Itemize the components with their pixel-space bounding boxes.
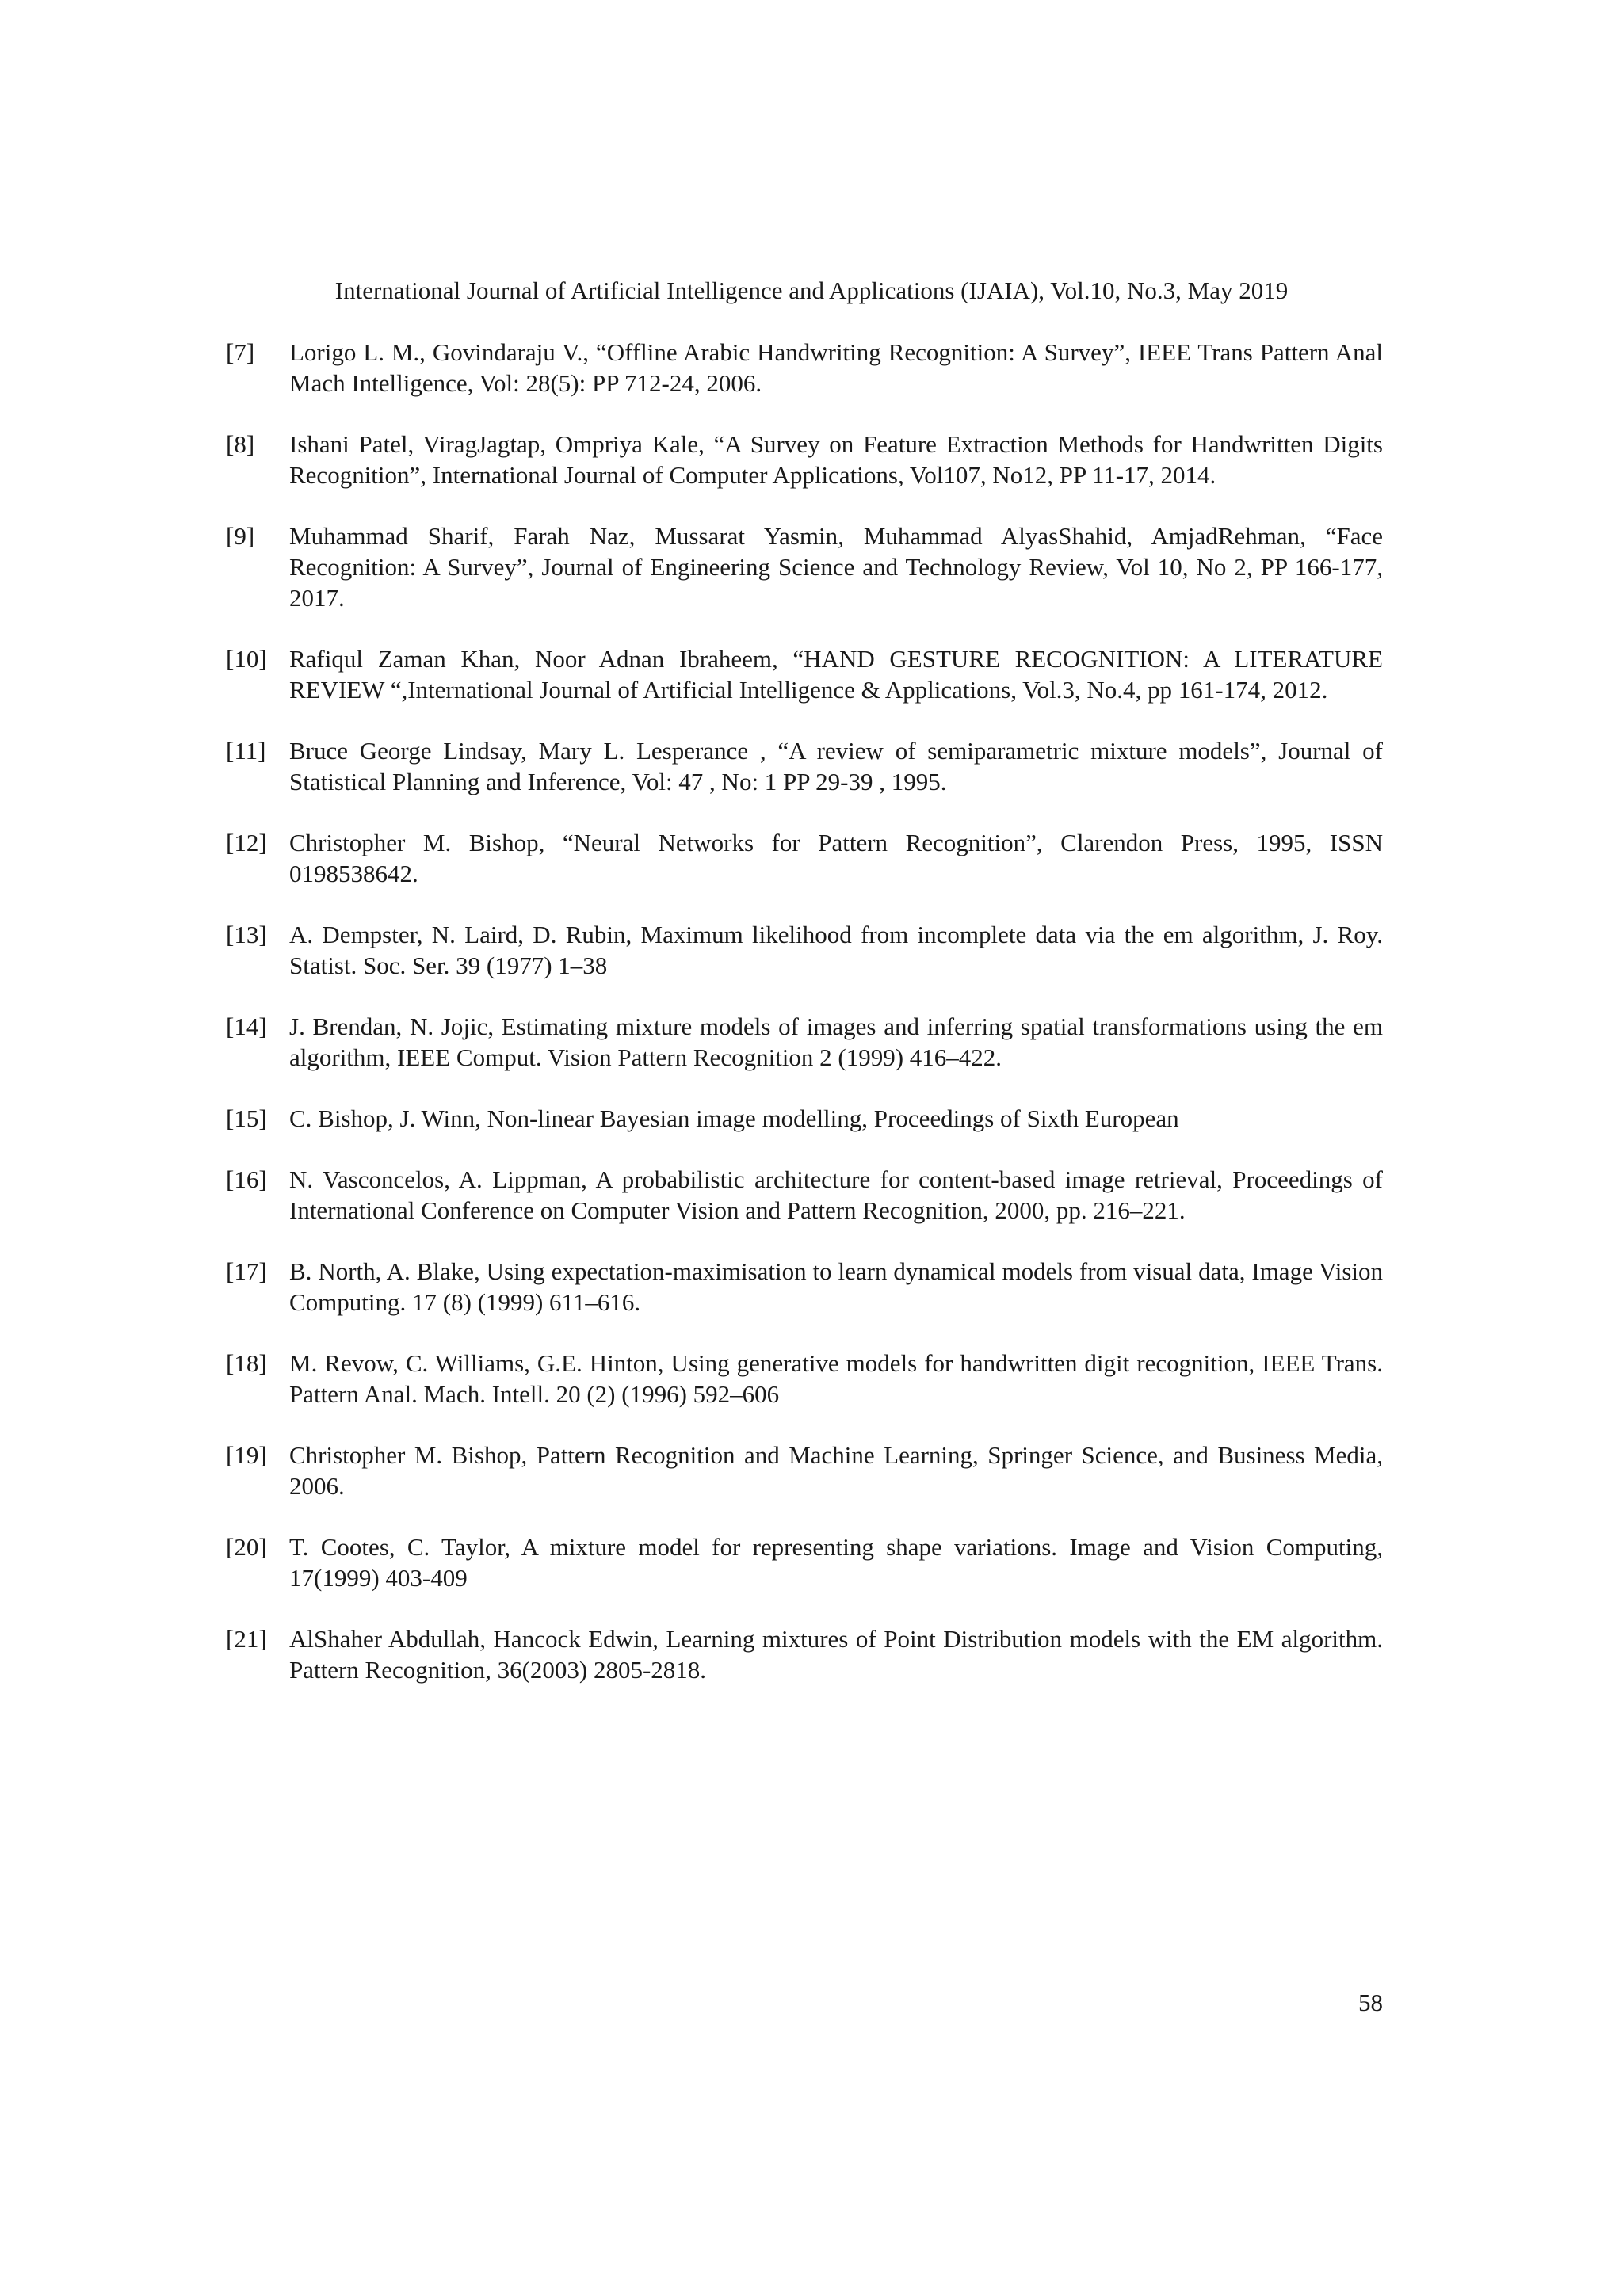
reference-item [226,643,1383,705]
reference-text: Lorigo L. M., Govindaraju V., “Offline Arabic Handwriting Recognition: A Survey”, IEEE Trans Pattern Anal Mach Intelligence, Vol: 28(5): PP 712-24, 2006. [289,338,1383,397]
reference-number: [8] [226,430,255,458]
reference-number: [10] [226,645,267,673]
reference-text: Rafiqul Zaman Khan, Noor Adnan Ibraheem, “HAND GESTURE RECOGNITION: A LITERATURE REVIEW “,International Journal of Artificial Intelligence & Applications, Vol.3, No.4, pp 161-174, 2012. [289,645,1383,704]
reference-text: A. Dempster, N. Laird, D. Rubin, Maximum likelihood from incomplete data via the em algorithm, J. Roy. Statist. Soc. Ser. 39 (1977) 1–38 [289,921,1383,979]
reference-number: [12] [226,829,267,856]
running-header: International Journal of Artificial Intelligence and Applications (IJAIA), Vol.10, No.3, May 2019 [334,277,1289,304]
reference-number: [7] [226,338,255,366]
reference-item [226,1103,1383,1134]
reference-number: [15] [226,1104,267,1132]
reference-item [226,521,1383,613]
reference-text: J. Brendan, N. Jojic, Estimating mixture models of images and inferring spatial transformations using the em algorithm, IEEE Comput. Vision Pattern Recognition 2 (1999) 416–422. [289,1013,1383,1071]
reference-text: C. Bishop, J. Winn, Non-linear Bayesian image modelling, Proceedings of Sixth European [289,1104,1179,1132]
reference-text: Muhammad Sharif, Farah Naz, Mussarat Yasmin, Muhammad AlyasShahid, AmjadRehman, “Face Recognition: A Survey”, Journal of Engineering Science and Technology Review, Vol 10, No 2, PP 166-177, 2017. [289,522,1383,612]
reference-number: [19] [226,1441,267,1469]
reference-number: [13] [226,921,267,948]
reference-item [226,337,1383,399]
reference-text: Christopher M. Bishop, Pattern Recognition and Machine Learning, Springer Science, and Business Media, 2006. [289,1441,1383,1500]
reference-number: [16] [226,1165,267,1193]
reference-item [226,1011,1383,1073]
reference-item [226,1348,1383,1409]
reference-text: Bruce George Lindsay, Mary L. Lesperance , “A review of semiparametric mixture models”, Journal of Statistical Planning and Inference, Vol: 47 , No: 1 PP 29-39 , 1995. [289,737,1383,795]
reference-list [226,337,1383,1715]
reference-number: [17] [226,1257,267,1285]
reference-item [226,919,1383,981]
reference-text: AlShaher Abdullah, Hancock Edwin, Learning mixtures of Point Distribution models with the EM algorithm. Pattern Recognition, 36(2003) 2805-2818. [289,1625,1383,1684]
reference-item [226,1164,1383,1226]
reference-number: [18] [226,1349,267,1377]
reference-item [226,827,1383,889]
reference-item [226,735,1383,797]
reference-number: [9] [226,522,255,550]
reference-number: [21] [226,1625,267,1653]
page-number: 58 [1358,1989,1383,2016]
reference-item [226,1531,1383,1593]
reference-text: N. Vasconcelos, A. Lippman, A probabilistic architecture for content-based image retrieval, Proceedings of International Conference on Computer Vision and Pattern Recognition, 2000, pp. 216–221. [289,1165,1383,1224]
reference-text: B. North, A. Blake, Using expectation-maximisation to learn dynamical models from visual data, Image Vision Computing. 17 (8) (1999) 611–616. [289,1257,1383,1316]
reference-number: [11] [226,737,266,765]
reference-text: M. Revow, C. Williams, G.E. Hinton, Using generative models for handwritten digit recognition, IEEE Trans. Pattern Anal. Mach. Intell. 20 (2) (1996) 592–606 [289,1349,1383,1408]
reference-number: [14] [226,1013,267,1040]
reference-item [226,1623,1383,1685]
reference-text: T. Cootes, C. Taylor, A mixture model for representing shape variations. Image and Vision Computing, 17(1999) 403-409 [289,1533,1383,1592]
reference-text: Christopher M. Bishop, “Neural Networks for Pattern Recognition”, Clarendon Press, 1995, ISSN 0198538642. [289,829,1383,887]
reference-item [226,1256,1383,1318]
reference-text: Ishani Patel, ViragJagtap, Ompriya Kale, “A Survey on Feature Extraction Methods for Handwritten Digits Recognition”, International Journal of Computer Applications, Vol107, No12, PP 11-17, 2014. [289,430,1383,489]
reference-number: [20] [226,1533,267,1561]
reference-item [226,429,1383,490]
reference-item [226,1440,1383,1501]
